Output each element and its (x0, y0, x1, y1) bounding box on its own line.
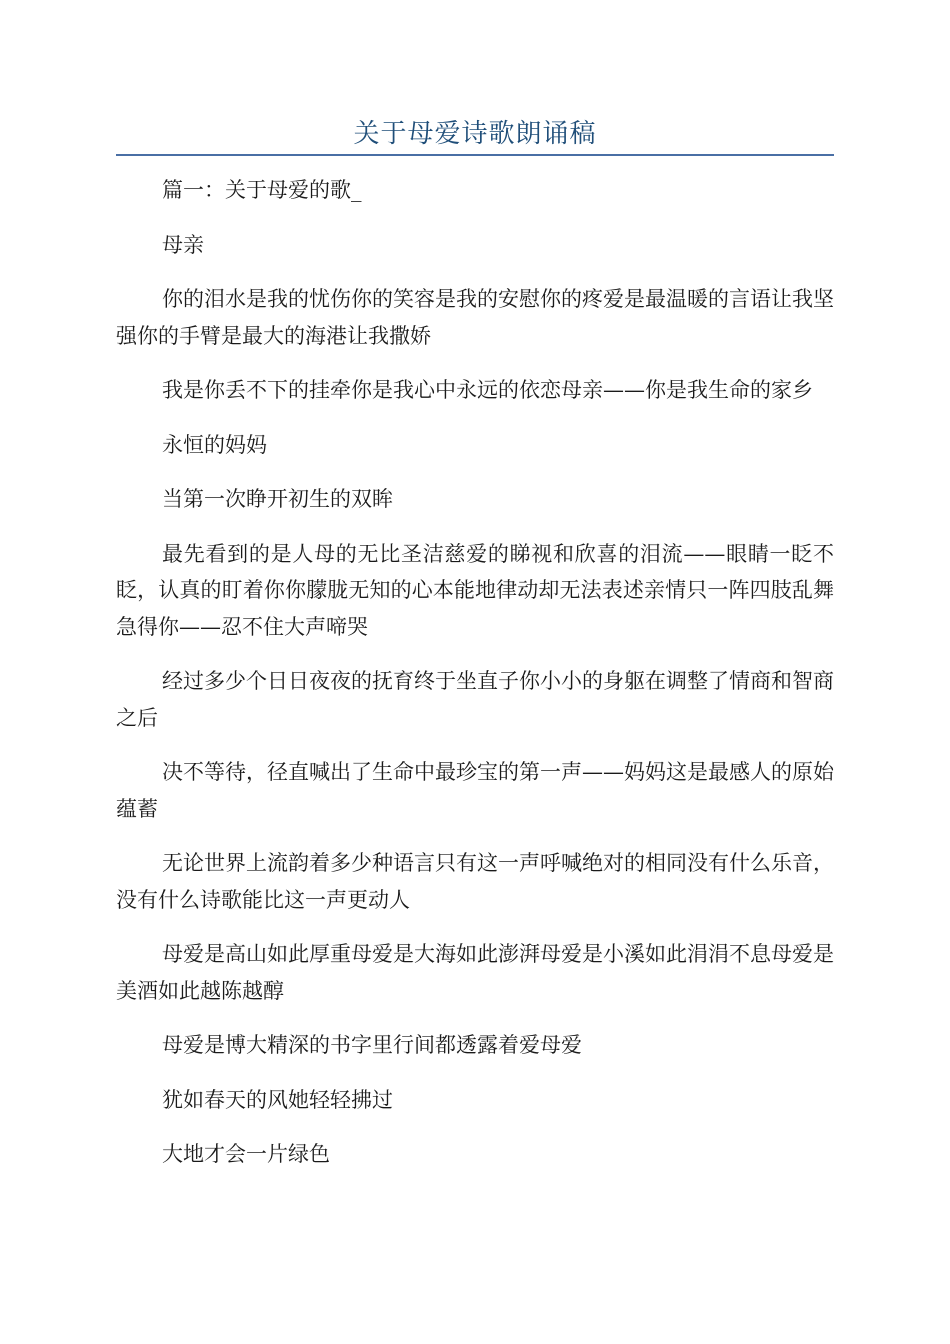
paragraph-poem-title-eternal-mom: 永恒的妈妈 (162, 432, 267, 457)
paragraph: 大地才会一片绿色 (162, 1142, 330, 1166)
paragraph: 犹如春天的风她轻轻拂过 (162, 1087, 393, 1112)
paragraph: 我是你丢不下的挂牵你是我心中永远的依恋母亲——你是我生命的家乡 (162, 378, 813, 402)
paragraph: 最先看到的是人母的无比圣洁慈爱的睇视和欣喜的泪流——眼睛一眨不眨，认真的盯着你你朦胧无知的心本能地律动却无法表述亲情只一阵四肢乱舞急得你——忍不住大声啼哭 (116, 541, 834, 639)
paragraph: 当第一次睁开初生的双眸 (162, 487, 393, 511)
document-body (116, 172, 834, 1191)
paragraph-section-heading: 篇一：关于母爱的歌_ (162, 178, 362, 202)
paragraph: 经过多少个日日夜夜的抚育终于坐直子你小小的身躯在调整了情商和智商之后 (116, 669, 834, 730)
paragraph: 母爱是高山如此厚重母爱是大海如此澎湃母爱是小溪如此涓涓不息母爱是美酒如此越陈越醇 (116, 942, 834, 1003)
paragraph: 决不等待，径直喊出了生命中最珍宝的第一声——妈妈这是最感人的原始蕴蓄 (116, 760, 834, 821)
paragraph: 你的泪水是我的忧伤你的笑容是我的安慰你的疼爱是最温暖的言语让我坚强你的手臂是最大的海港让我撒娇 (116, 287, 834, 348)
paragraph: 无论世界上流韵着多少种语言只有这一声呼喊绝对的相同没有什么乐音，没有什么诗歌能比这一声更动人 (116, 851, 834, 912)
paragraph-poem-title-mother: 母亲 (162, 232, 204, 257)
title-underline (116, 154, 834, 156)
document-title: 关于母爱诗歌朗诵稿 (353, 119, 597, 149)
paragraph: 母爱是博大精深的书字里行间都透露着爱母爱 (162, 1033, 582, 1057)
